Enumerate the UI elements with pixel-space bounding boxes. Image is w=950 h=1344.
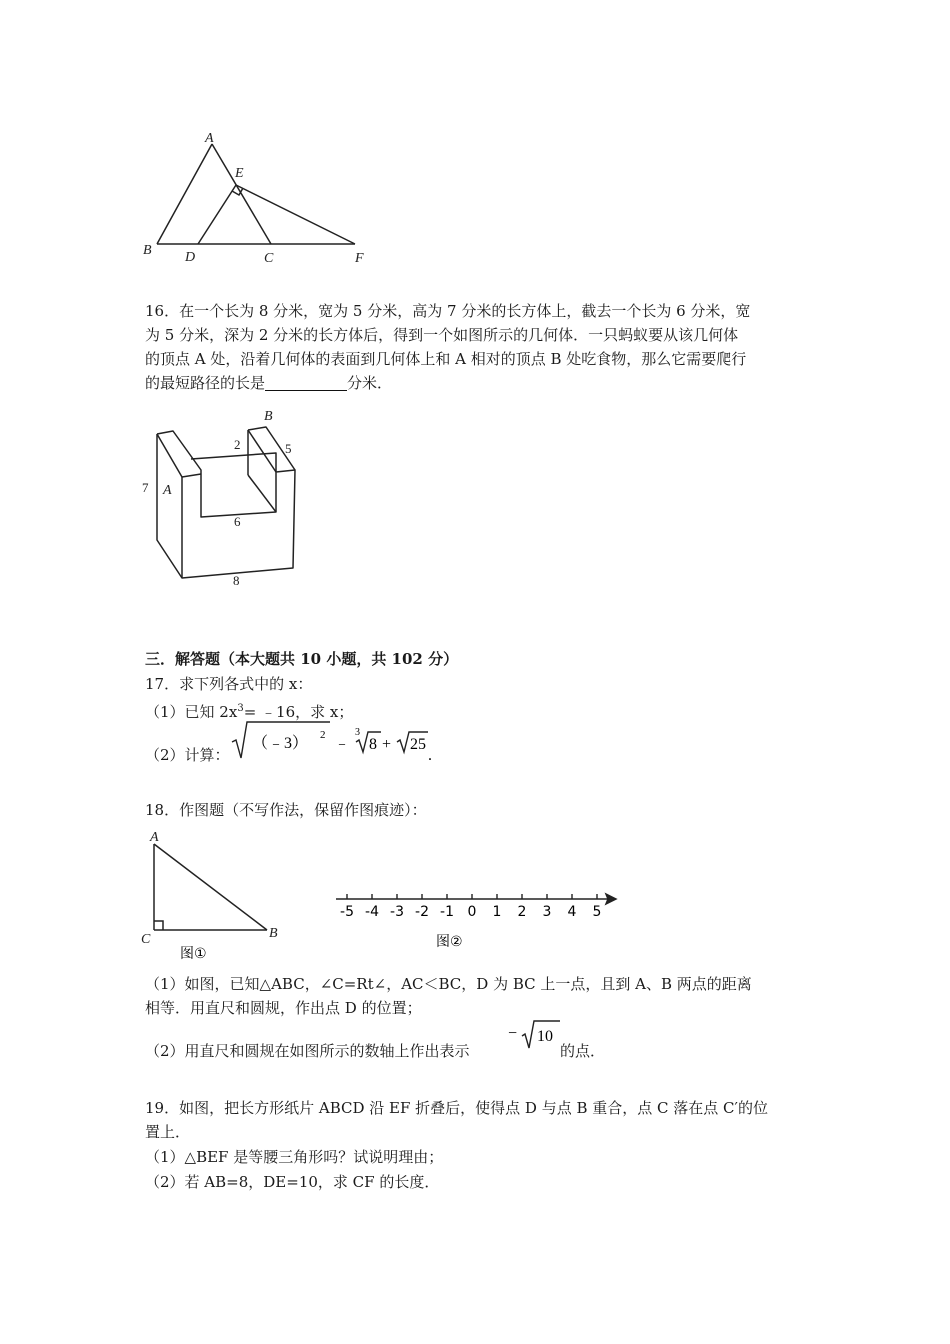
tick-label: 0 <box>467 904 477 920</box>
right-angle-mark <box>154 921 163 930</box>
solid-figure-q16 <box>135 402 310 592</box>
minus-sign: ﹣ <box>334 735 351 752</box>
edge-top-left <box>157 434 182 477</box>
q18-p2-suffix: 的点． <box>560 1042 606 1060</box>
q16-line-1: 16．在一个长为 8 分米，宽为 5 分米，高为 7 分米的长方体上，截去一个长为 6 分米，宽 <box>145 302 751 320</box>
cube-radicand: 8 <box>369 736 377 753</box>
tick-label: -2 <box>415 904 429 920</box>
q18-p1-line-2: 相等．用直尺和圆规，作出点 D 的位置； <box>145 999 422 1017</box>
answer-blank <box>265 374 347 391</box>
segment-ab <box>154 844 267 930</box>
q16-line-3: 的顶点 A 处，沿着几何体的表面到几何体上和 A 相对的顶点 B 处吃食物，那么它需要爬行 <box>145 350 747 368</box>
label-b: B <box>143 243 152 258</box>
solid-label-5: 5 <box>285 441 292 456</box>
tick-label: 1 <box>492 904 502 920</box>
tri-label-a: A <box>150 830 159 845</box>
label-c: C <box>264 251 274 266</box>
tick-label: 2 <box>517 904 527 920</box>
q16-line-4-prefix: 的最短路径的长是 <box>145 374 266 392</box>
tick-label: -4 <box>365 904 379 920</box>
tick-label: 4 <box>567 904 577 920</box>
q16-line-4 <box>145 371 392 395</box>
q16-line-4-suffix: 分米． <box>347 374 393 392</box>
solid-label-8: 8 <box>233 573 240 588</box>
cube-root-index: 3 <box>355 727 360 738</box>
solid-label-b: B <box>264 409 273 424</box>
edge-back <box>191 453 276 472</box>
triangle-figure-q15 <box>135 128 385 273</box>
right-triangle-figure <box>135 826 295 966</box>
label-a: A <box>205 131 214 146</box>
q17-p1-suffix: = ﹣16，求 x； <box>243 703 354 721</box>
neg-sign: − <box>508 1025 518 1042</box>
segment-ab <box>157 144 212 244</box>
number-line-figure <box>330 885 630 955</box>
q19-line-2: 置上． <box>145 1123 191 1141</box>
paren-exponent: 2 <box>320 729 326 741</box>
tick-label: 5 <box>592 904 602 920</box>
solid-label-2: 2 <box>234 437 241 452</box>
solid-label-7: 7 <box>142 480 149 495</box>
paren-expr: （﹣3） <box>252 735 309 752</box>
q17-title: 17．求下列各式中的 x： <box>145 675 313 693</box>
sqrt10-radicand: 10 <box>537 1028 553 1045</box>
fig1-caption: 图① <box>180 946 207 962</box>
q18-p1-line-1: （1）如图，已知△ABC，∠C=Rt∠，AC＜BC，D 为 BC 上一点，且到 A、B 两点的距离 <box>145 975 752 993</box>
label-d: D <box>185 250 196 265</box>
tri-label-c: C <box>141 932 151 947</box>
segment-ac <box>212 144 271 244</box>
q19-line-1: 19．如图，把长方形纸片 ABCD 沿 EF 折叠后，使得点 D 与点 B 重合，点 C 落在点 C′的位 <box>145 1099 768 1117</box>
q19-part-1: （1）△BEF 是等腰三角形吗？试说明理由； <box>145 1148 444 1166</box>
solid-label-6: 6 <box>234 514 241 529</box>
q18-p2-prefix: （2）用直尺和圆规在如图所示的数轴上作出表示 <box>145 1042 470 1060</box>
expr-period: . <box>428 747 432 764</box>
tick-label: -1 <box>440 904 454 920</box>
tick-label: -3 <box>390 904 404 920</box>
edge-floor-right <box>248 475 276 512</box>
q17-expression <box>230 718 435 766</box>
q18-title: 18．作图题（不写作法，保留作图痕迹）： <box>145 801 427 819</box>
tick-label: 3 <box>542 904 552 920</box>
plus-sign: + <box>382 736 392 753</box>
segment-ed <box>198 185 236 244</box>
sqrt-radicand: 25 <box>410 736 426 753</box>
solid-label-a: A <box>163 483 172 498</box>
fig2-caption: 图② <box>436 934 463 950</box>
edge-left-top <box>182 474 201 477</box>
number-line-arrow <box>606 894 616 904</box>
section-3-title: 三．解答题（本大题共 10 小题，共 102 分） <box>145 650 459 668</box>
label-f: F <box>355 251 364 266</box>
label-e: E <box>235 166 244 181</box>
neg-sqrt10-expr <box>506 1016 562 1056</box>
q19-part-2: （2）若 AB=8，DE=10，求 CF 的长度． <box>145 1173 440 1191</box>
tick-label: -5 <box>340 904 354 920</box>
number-line-ticks <box>340 894 601 920</box>
tri-label-b: B <box>269 926 278 941</box>
q16-line-2: 为 5 分米，深为 2 分米的长方体后，得到一个如图所示的几何体．一只蚂蚁要从该几何体 <box>145 326 739 344</box>
q17-p1-exponent: 3 <box>237 703 244 714</box>
q17-p1-prefix: （1）已知 2x <box>145 703 238 721</box>
q17-p2-prefix: （2）计算： <box>145 746 230 764</box>
